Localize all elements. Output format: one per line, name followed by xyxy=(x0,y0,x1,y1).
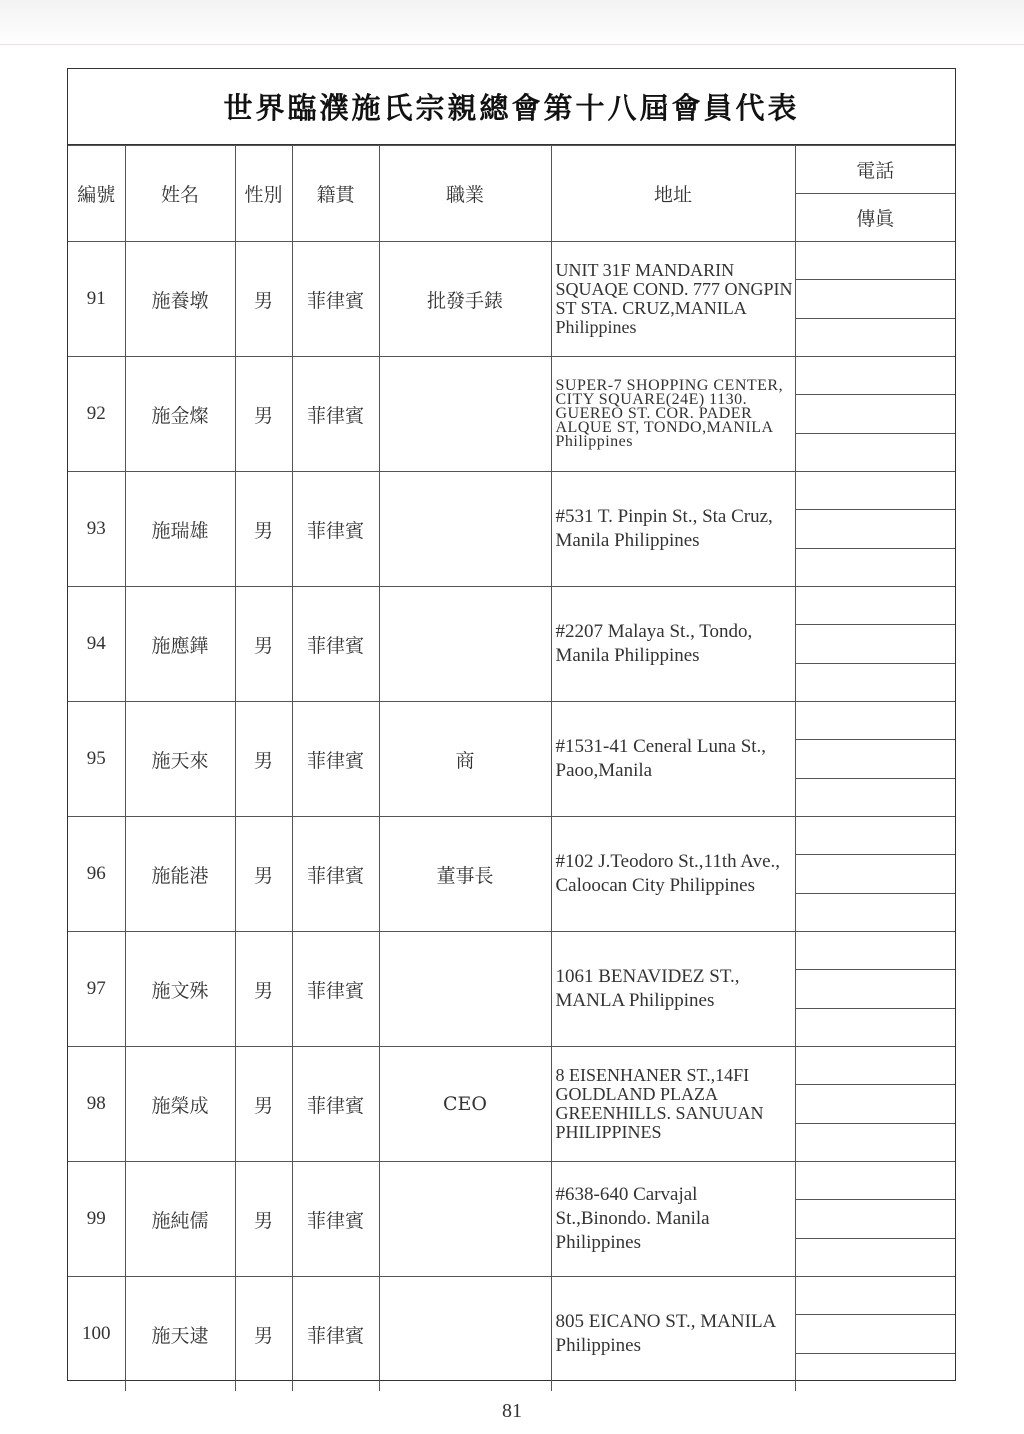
table-row xyxy=(68,357,955,472)
header-number: 編號 xyxy=(68,146,125,242)
member-occupation xyxy=(379,932,551,1047)
member-name: 施純儒 xyxy=(125,1162,235,1277)
member-occupation xyxy=(379,357,551,472)
member-origin: 菲律賓 xyxy=(292,932,379,1047)
member-address: #638-640 Carvajal St.,Binondo. Manila Philippines xyxy=(551,1162,795,1277)
member-number: 100 xyxy=(68,1277,125,1392)
member-number: 96 xyxy=(68,817,125,932)
member-origin: 菲律賓 xyxy=(292,357,379,472)
member-name: 施天逮 xyxy=(125,1277,235,1392)
member-gender: 男 xyxy=(235,242,292,357)
member-phone-fax xyxy=(795,472,955,587)
member-name: 施瑞雄 xyxy=(125,472,235,587)
member-address: #1531-41 Ceneral Luna St., Paoo,Manila xyxy=(551,702,795,817)
member-number: 91 xyxy=(68,242,125,357)
member-occupation: 商 xyxy=(379,702,551,817)
member-origin: 菲律賓 xyxy=(292,1162,379,1277)
page-title: 世界臨濮施氏宗親總會第十八屆會員代表 xyxy=(223,91,800,125)
table-row xyxy=(68,1047,955,1162)
member-address: 8 EISENHANER ST.,14FI GOLDLAND PLAZA GREENHILLS. SANUUAN PHILIPPINES xyxy=(551,1047,795,1162)
member-name: 施榮成 xyxy=(125,1047,235,1162)
member-address: 805 EICANO ST., MANILA Philippines xyxy=(551,1277,795,1392)
table-row xyxy=(68,472,955,587)
member-name: 施應鏵 xyxy=(125,587,235,702)
member-origin: 菲律賓 xyxy=(292,587,379,702)
member-name: 施金燦 xyxy=(125,357,235,472)
header-name: 姓名 xyxy=(125,146,235,242)
page-top-band xyxy=(0,0,1024,48)
member-name: 施天來 xyxy=(125,702,235,817)
member-gender: 男 xyxy=(235,702,292,817)
header-gender: 性別 xyxy=(235,146,292,242)
member-occupation: 董事長 xyxy=(379,817,551,932)
member-gender: 男 xyxy=(235,1047,292,1162)
roster-grid xyxy=(68,145,955,1391)
header-phone-fax xyxy=(795,146,955,242)
table-row xyxy=(68,932,955,1047)
member-name: 施能港 xyxy=(125,817,235,932)
member-phone-fax xyxy=(795,702,955,817)
member-number: 93 xyxy=(68,472,125,587)
header-occupation: 職業 xyxy=(379,146,551,242)
table-row xyxy=(68,242,955,357)
member-phone-fax xyxy=(795,932,955,1047)
member-occupation: 批發手錶 xyxy=(379,242,551,357)
table-row xyxy=(68,587,955,702)
member-number: 98 xyxy=(68,1047,125,1162)
header-row xyxy=(68,146,955,242)
member-gender: 男 xyxy=(235,587,292,702)
member-origin: 菲律賓 xyxy=(292,817,379,932)
member-phone-fax xyxy=(795,817,955,932)
member-occupation: CEO xyxy=(379,1047,551,1162)
member-occupation xyxy=(379,1277,551,1392)
member-phone-fax xyxy=(795,1047,955,1162)
member-name: 施養墩 xyxy=(125,242,235,357)
member-address: 1061 BENAVIDEZ ST., MANLA Philippines xyxy=(551,932,795,1047)
member-address: #2207 Malaya St., Tondo, Manila Philippines xyxy=(551,587,795,702)
table-row xyxy=(68,702,955,817)
member-origin: 菲律賓 xyxy=(292,702,379,817)
page-number: 81 xyxy=(502,1400,522,1422)
title-row xyxy=(68,69,955,145)
member-name: 施文殊 xyxy=(125,932,235,1047)
member-origin: 菲律賓 xyxy=(292,1047,379,1162)
member-phone-fax xyxy=(795,1162,955,1277)
member-occupation xyxy=(379,587,551,702)
member-phone-fax xyxy=(795,587,955,702)
member-occupation xyxy=(379,472,551,587)
member-address: UNIT 31F MANDARIN SQUAQE COND. 777 ONGPIN ST STA. CRUZ,MANILA Philippines xyxy=(551,242,795,357)
member-gender: 男 xyxy=(235,472,292,587)
table-row xyxy=(68,1277,955,1392)
member-number: 97 xyxy=(68,932,125,1047)
table-row xyxy=(68,817,955,932)
member-number: 95 xyxy=(68,702,125,817)
member-gender: 男 xyxy=(235,357,292,472)
member-origin: 菲律賓 xyxy=(292,242,379,357)
header-address: 地址 xyxy=(551,146,795,242)
member-number: 99 xyxy=(68,1162,125,1277)
table-row xyxy=(68,1162,955,1277)
header-origin: 籍貫 xyxy=(292,146,379,242)
member-origin: 菲律賓 xyxy=(292,472,379,587)
member-address: #531 T. Pinpin St., Sta Cruz, Manila Philippines xyxy=(551,472,795,587)
member-number: 94 xyxy=(68,587,125,702)
member-gender: 男 xyxy=(235,1277,292,1392)
member-gender: 男 xyxy=(235,932,292,1047)
member-number: 92 xyxy=(68,357,125,472)
member-origin: 菲律賓 xyxy=(292,1277,379,1392)
header-fax: 傳眞 xyxy=(856,208,895,230)
member-phone-fax xyxy=(795,357,955,472)
member-occupation xyxy=(379,1162,551,1277)
member-gender: 男 xyxy=(235,1162,292,1277)
member-gender: 男 xyxy=(235,817,292,932)
header-phone: 電話 xyxy=(796,146,956,194)
member-address: #102 J.Teodoro St.,11th Ave., Caloocan City Philippines xyxy=(551,817,795,932)
member-roster-table xyxy=(67,68,956,1381)
member-phone-fax xyxy=(795,1277,955,1392)
member-phone-fax xyxy=(795,242,955,357)
member-address: SUPER-7 SHOPPING CENTER, CITY SQUARE(24E) 1130. GUEREO ST. COR. PADER ALQUE ST, TONDO,MANILA Philippines xyxy=(551,357,795,472)
